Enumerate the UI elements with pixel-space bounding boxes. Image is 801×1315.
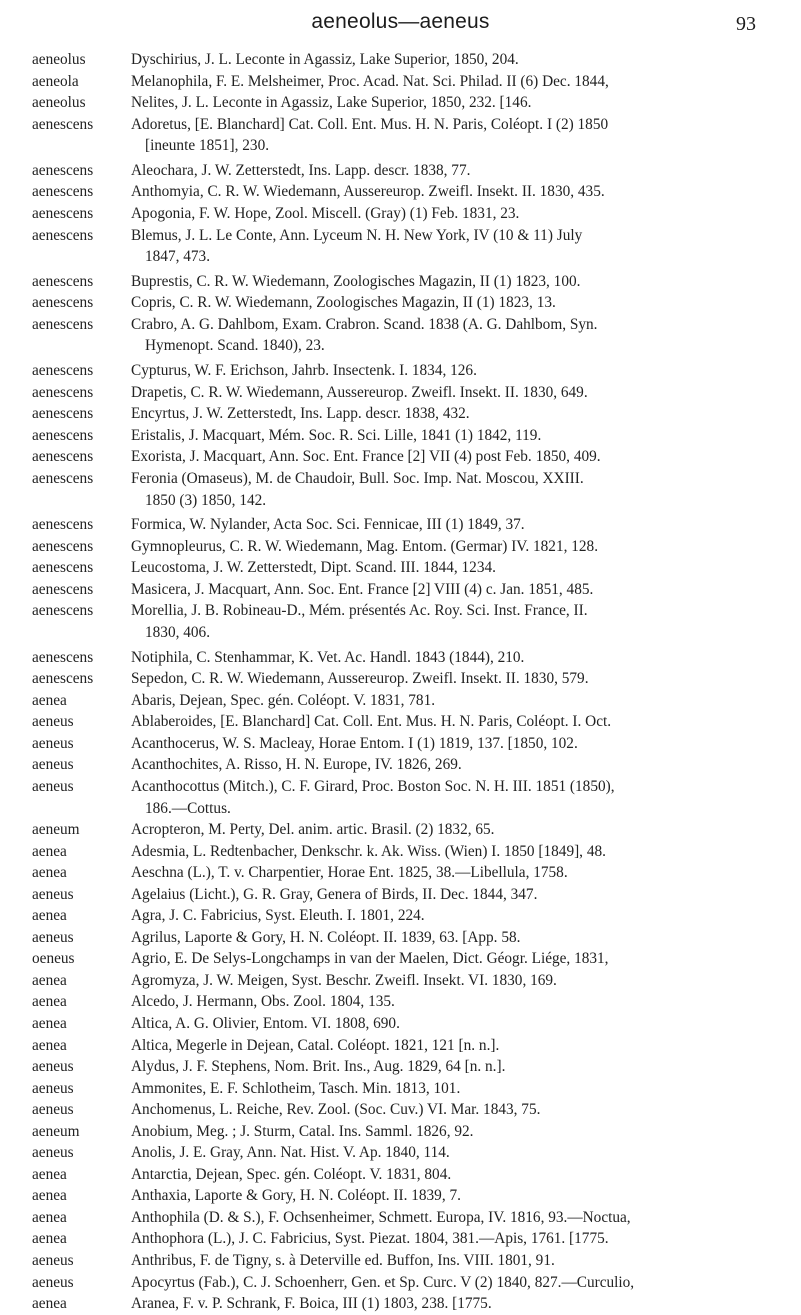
entry-reference — [131, 536, 772, 558]
entry-reference-line: Aleochara, J. W. Zetterstedt, Ins. Lapp. descr. 1838, 77. — [131, 161, 471, 179]
index-entry — [32, 1013, 772, 1035]
index-entry — [32, 49, 772, 71]
entry-headword: oeneus — [32, 950, 75, 968]
entry-headword: aenescens — [32, 670, 94, 688]
entry-reference-line: Apogonia, F. W. Hope, Zool. Miscell. (Gray) (1) Feb. 1831, 23. — [131, 205, 520, 223]
entry-headword: aenescens — [32, 315, 94, 333]
index-entry — [32, 403, 772, 425]
entry-headword: aenea — [32, 1165, 67, 1183]
index-entry — [32, 970, 772, 992]
entry-reference — [131, 927, 772, 949]
index-entry — [32, 425, 772, 447]
entry-headword: aeneus — [32, 1058, 74, 1076]
entry-reference — [131, 668, 772, 690]
index-entry — [32, 1056, 772, 1078]
index-entry — [32, 841, 772, 863]
index-entry — [32, 225, 772, 268]
entry-reference-line: Agrio, E. De Selys-Longchamps in van der Maelen, Dict. Géogr. Liége, 1831, — [131, 950, 609, 968]
entry-headword: aenescens — [32, 580, 94, 598]
index-entry — [32, 754, 772, 776]
entry-reference-line: Notiphila, C. Stenhammar, K. Vet. Ac. Handl. 1843 (1844), 210. — [131, 648, 525, 666]
entry-reference — [131, 446, 772, 468]
entry-headword: aeneus — [32, 713, 74, 731]
index-entry — [32, 1164, 772, 1186]
entry-reference-line: Encyrtus, J. W. Zetterstedt, Ins. Lapp. descr. 1838, 432. — [131, 405, 470, 423]
entry-headword: aenea — [32, 864, 67, 882]
entry-reference — [131, 468, 772, 511]
entry-reference — [131, 360, 772, 382]
entry-reference-line: Acanthocerus, W. S. Macleay, Horae Entom. I (1) 1819, 137. [1850, 102. — [131, 734, 578, 752]
entry-reference — [131, 690, 772, 712]
index-entry — [32, 1228, 772, 1250]
index-entry — [32, 292, 772, 314]
page-header — [0, 6, 801, 42]
entry-reference-continuation: 1847, 473. — [145, 248, 211, 266]
entry-reference-line: Ammonites, E. F. Schlotheim, Tasch. Min. 1813, 101. — [131, 1079, 461, 1097]
entry-headword: aenescens — [32, 161, 94, 179]
entry-headword: aenescens — [32, 272, 94, 290]
entry-reference-line: Anthophora (L.), J. C. Fabricius, Syst. Piezat. 1804, 381.—Apis, 1761. [1775. — [131, 1230, 609, 1248]
entry-headword: aeneus — [32, 1252, 74, 1270]
entry-reference — [131, 819, 772, 841]
entry-reference — [131, 160, 772, 182]
index-entry — [32, 1272, 772, 1294]
entry-reference — [131, 1013, 772, 1035]
index-entry — [32, 1250, 772, 1272]
index-entry — [32, 1207, 772, 1229]
entry-reference-line: Formica, W. Nylander, Acta Soc. Sci. Fennicae, III (1) 1849, 37. — [131, 516, 525, 534]
entry-reference-line: Aranea, F. v. P. Schrank, F. Boica, III (1) 1803, 238. [1775. — [131, 1295, 492, 1313]
entry-reference-continuation: Hymenopt. Scand. 1840), 23. — [145, 337, 325, 355]
entry-reference — [131, 841, 772, 863]
index-entry — [32, 1078, 772, 1100]
entry-reference — [131, 1142, 772, 1164]
entry-reference-continuation: 186.—Cottus. — [145, 799, 231, 817]
entry-headword: aenea — [32, 1295, 67, 1313]
entry-reference — [131, 71, 772, 93]
entry-reference — [131, 647, 772, 669]
entry-reference — [131, 948, 772, 970]
entry-reference — [131, 271, 772, 293]
index-entry — [32, 647, 772, 669]
entry-reference-line: Alydus, J. F. Stephens, Nom. Brit. Ins., Aug. 1829, 64 [n. n.]. — [131, 1058, 506, 1076]
entry-reference — [131, 425, 772, 447]
entry-reference-line: Ablaberoides, [E. Blanchard] Cat. Coll. Ent. Mus. H. N. Paris, Coléopt. I. Oct. — [131, 713, 612, 731]
entry-reference-continuation: 1850 (3) 1850, 142. — [145, 491, 267, 509]
entry-reference-line: Morellia, J. B. Robineau-D., Mém. présentés Ac. Roy. Sci. Inst. France, II. — [131, 602, 588, 620]
entry-headword: aeneus — [32, 1101, 74, 1119]
index-entry — [32, 71, 772, 93]
entry-reference-line: Alcedo, J. Hermann, Obs. Zool. 1804, 135. — [131, 993, 395, 1011]
entry-headword: aeneolus — [32, 94, 86, 112]
entry-reference-line: Exorista, J. Macquart, Ann. Soc. Ent. France [2] VII (4) post Feb. 1850, 409. — [131, 448, 601, 466]
index-entry — [32, 711, 772, 733]
entry-headword: aeneolus — [32, 51, 86, 68]
entry-reference — [131, 579, 772, 601]
entry-reference-line: Agromyza, J. W. Meigen, Syst. Beschr. Zweifl. Insekt. VI. 1830, 169. — [131, 971, 557, 989]
index-entry — [32, 181, 772, 203]
index-entry — [32, 776, 772, 819]
entry-headword: aenescens — [32, 294, 94, 312]
index-entry — [32, 468, 772, 511]
entry-headword: aenea — [32, 907, 67, 925]
entry-reference — [131, 991, 772, 1013]
index-entry — [32, 733, 772, 755]
entry-reference-line: Anchomenus, L. Reiche, Rev. Zool. (Soc. Cuv.) VI. Mar. 1843, 75. — [131, 1101, 541, 1119]
entry-reference — [131, 776, 772, 819]
entry-headword: aeneum — [32, 1122, 80, 1140]
entry-reference — [131, 970, 772, 992]
entry-reference — [131, 1099, 772, 1121]
entry-reference — [131, 203, 772, 225]
index-entry — [32, 927, 772, 949]
entry-reference-line: Copris, C. R. W. Wiedemann, Zoologisches Magazin, II (1) 1823, 13. — [131, 294, 556, 312]
entry-headword: aenea — [32, 971, 67, 989]
entry-reference — [131, 514, 772, 536]
entry-reference — [131, 1250, 772, 1272]
entry-headword: aeneum — [32, 821, 80, 839]
index-entry — [32, 1099, 772, 1121]
entry-reference — [131, 905, 772, 927]
entry-headword: aenescens — [32, 516, 94, 534]
entry-reference — [131, 181, 772, 203]
entry-headword: aenea — [32, 1208, 67, 1226]
entry-reference-line: Adoretus, [E. Blanchard] Cat. Coll. Ent. Mus. H. N. Paris, Coléopt. I (2) 1850 — [131, 115, 609, 133]
index-entry — [32, 514, 772, 536]
entry-reference-line: Feronia (Omaseus), M. de Chaudoir, Bull. Soc. Imp. Nat. Moscou, XXIII. — [131, 469, 584, 487]
index-entry — [32, 1035, 772, 1057]
index-entry — [32, 600, 772, 643]
entry-headword: aeneus — [32, 734, 74, 752]
entry-headword: aenescens — [32, 405, 94, 423]
entry-reference-line: Agra, J. C. Fabricius, Syst. Eleuth. I. 1801, 224. — [131, 907, 425, 925]
entry-reference — [131, 862, 772, 884]
index-entry — [32, 271, 772, 293]
entry-reference-line: Drapetis, C. R. W. Wiedemann, Aussereurop. Zweifl. Insekt. II. 1830, 649. — [131, 383, 588, 401]
entry-reference-line: Acanthochites, A. Risso, H. N. Europe, IV. 1826, 269. — [131, 756, 462, 774]
entry-reference-line: Agrilus, Laporte & Gory, H. N. Coléopt. II. 1839, 63. [App. 58. — [131, 928, 521, 946]
entry-headword: aenescens — [32, 469, 94, 487]
entry-reference — [131, 1293, 772, 1315]
index-entry — [32, 862, 772, 884]
entry-headword: aenescens — [32, 537, 94, 555]
index-entry — [32, 819, 772, 841]
entry-reference-continuation: 1830, 406. — [145, 623, 211, 641]
entry-headword: aenea — [32, 691, 67, 709]
entry-headword: aenea — [32, 1187, 67, 1205]
entry-headword: aenescens — [32, 648, 94, 666]
entry-reference — [131, 1272, 772, 1294]
entry-reference-line: Aeschna (L.), T. v. Charpentier, Horae Ent. 1825, 38.—Libellula, 1758. — [131, 864, 568, 882]
entry-reference — [131, 92, 772, 114]
index-entry — [32, 948, 772, 970]
entry-reference — [131, 884, 772, 906]
entry-reference-line: Nelites, J. L. Leconte in Agassiz, Lake Superior, 1850, 232. [146. — [131, 94, 532, 112]
entry-reference — [131, 114, 772, 157]
entry-reference — [131, 1185, 772, 1207]
entry-reference-line: Adesmia, L. Redtenbacher, Denkschr. k. Ak. Wiss. (Wien) I. 1850 [1849], 48. — [131, 842, 606, 860]
entry-reference-line: Anthribus, F. de Tigny, s. à Deterville ed. Buffon, Ins. VIII. 1801, 91. — [131, 1252, 555, 1270]
entry-reference-line: Anolis, J. E. Gray, Ann. Nat. Hist. V. Ap. 1840, 114. — [131, 1144, 450, 1162]
index-entry — [32, 160, 772, 182]
entry-reference-line: Buprestis, C. R. W. Wiedemann, Zoologisches Magazin, II (1) 1823, 100. — [131, 272, 581, 290]
index-entry — [32, 690, 772, 712]
entry-reference-line: Agelaius (Licht.), G. R. Gray, Genera of Birds, II. Dec. 1844, 347. — [131, 885, 538, 903]
entry-reference-line: Masicera, J. Macquart, Ann. Soc. Ent. France [2] VIII (4) c. Jan. 1851, 485. — [131, 580, 594, 598]
entry-reference-line: Abaris, Dejean, Spec. gén. Coléopt. V. 1831, 781. — [131, 691, 436, 709]
index-entry — [32, 884, 772, 906]
entry-reference — [131, 1207, 772, 1229]
index-entry — [32, 203, 772, 225]
entry-headword: aenescens — [32, 362, 94, 380]
entry-reference-line: Leucostoma, J. W. Zetterstedt, Dipt. Scand. III. 1844, 1234. — [131, 559, 496, 577]
entry-reference — [131, 292, 772, 314]
entry-reference — [131, 403, 772, 425]
entry-reference — [131, 225, 772, 268]
entry-headword: aenea — [32, 1230, 67, 1248]
entry-reference-line: Anobium, Meg. ; J. Sturm, Catal. Ins. Samml. 1826, 92. — [131, 1122, 474, 1140]
entry-reference-line: Altica, Megerle in Dejean, Catal. Coléopt. 1821, 121 [n. n.]. — [131, 1036, 500, 1054]
entry-reference — [131, 600, 772, 643]
entry-reference — [131, 1035, 772, 1057]
entry-reference-line: Blemus, J. L. Le Conte, Ann. Lyceum N. H. New York, IV (10 & 11) July — [131, 226, 583, 244]
index-entry — [32, 668, 772, 690]
entry-reference-line: Acropteron, M. Perty, Del. anim. artic. Brasil. (2) 1832, 65. — [131, 821, 495, 839]
index-entry — [32, 905, 772, 927]
index-entry — [32, 557, 772, 579]
entry-headword: aenescens — [32, 226, 94, 244]
page-number: 93 — [736, 13, 756, 35]
entry-headword: aenescens — [32, 115, 94, 133]
entry-reference-line: Anthophila (D. & S.), F. Ochsenheimer, Schmett. Europa, IV. 1816, 93.—Noctua, — [131, 1208, 631, 1226]
entry-headword: aeneus — [32, 1079, 74, 1097]
index-entry — [32, 1142, 772, 1164]
index-entry — [32, 1121, 772, 1143]
entry-headword: aenescens — [32, 205, 94, 223]
index-entry — [32, 360, 772, 382]
index-entry — [32, 446, 772, 468]
entry-reference — [131, 1121, 772, 1143]
running-head: aeneolus—aeneus — [311, 10, 490, 33]
entry-headword: aenea — [32, 842, 67, 860]
entry-headword: aenescens — [32, 183, 94, 201]
index-entry — [32, 382, 772, 404]
entry-headword: aenescens — [32, 383, 94, 401]
entry-headword: aeneus — [32, 928, 74, 946]
entry-headword: aenescens — [32, 426, 94, 444]
entry-reference — [131, 1164, 772, 1186]
entry-reference-line: Altica, A. G. Olivier, Entom. VI. 1808, 690. — [131, 1015, 400, 1032]
entry-reference — [131, 382, 772, 404]
entry-reference — [131, 1228, 772, 1250]
index-entries — [32, 49, 772, 1315]
entry-reference-line: Anthaxia, Laporte & Gory, H. N. Coléopt. II. 1839, 7. — [131, 1187, 461, 1205]
entry-headword: aenea — [32, 993, 67, 1011]
entry-reference-line: Anthomyia, C. R. W. Wiedemann, Aussereurop. Zweifl. Insekt. II. 1830, 435. — [131, 183, 605, 201]
entry-reference — [131, 557, 772, 579]
entry-headword: aeneus — [32, 1273, 74, 1291]
entry-reference-line: Crabro, A. G. Dahlbom, Exam. Crabron. Scand. 1838 (A. G. Dahlbom, Syn. — [131, 315, 598, 333]
index-entry — [32, 536, 772, 558]
entry-reference-line: Melanophila, F. E. Melsheimer, Proc. Acad. Nat. Sci. Philad. II (6) Dec. 1844, — [131, 72, 609, 90]
entry-headword: aeneus — [32, 756, 74, 774]
index-entry — [32, 579, 772, 601]
entry-reference — [131, 1078, 772, 1100]
entry-reference-line: Apocyrtus (Fab.), C. J. Schoenherr, Gen. et Sp. Curc. V (2) 1840, 827.—Curculio, — [131, 1273, 635, 1291]
entry-reference — [131, 314, 772, 357]
entry-reference-line: Eristalis, J. Macquart, Mém. Soc. R. Sci. Lille, 1841 (1) 1842, 119. — [131, 426, 542, 444]
index-entry — [32, 92, 772, 114]
entry-headword: aeneus — [32, 885, 74, 903]
index-entry — [32, 314, 772, 357]
entry-headword: aeneus — [32, 777, 74, 795]
entry-reference-line: Acanthocottus (Mitch.), C. F. Girard, Proc. Boston Soc. N. H. III. 1851 (1850), — [131, 777, 615, 795]
entry-reference — [131, 1056, 772, 1078]
entry-headword: aeneola — [32, 72, 79, 90]
index-entry — [32, 1185, 772, 1207]
entry-headword: aenea — [32, 1015, 67, 1032]
index-entry — [32, 991, 772, 1013]
index-entry — [32, 1293, 772, 1315]
entry-headword: aenea — [32, 1036, 67, 1054]
entry-reference — [131, 49, 772, 71]
entry-reference-line: Antarctia, Dejean, Spec. gén. Coléopt. V. 1831, 804. — [131, 1165, 452, 1183]
entry-reference-line: Cypturus, W. F. Erichson, Jahrb. Insectenk. I. 1834, 126. — [131, 362, 477, 380]
entry-headword: aenescens — [32, 559, 94, 577]
index-entry — [32, 114, 772, 157]
entry-headword: aenescens — [32, 602, 94, 620]
entry-reference-continuation: [ineunte 1851], 230. — [145, 137, 270, 155]
entry-reference-line: Sepedon, C. R. W. Wiedemann, Aussereurop. Zweifl. Insekt. II. 1830, 579. — [131, 670, 589, 688]
entry-reference — [131, 711, 772, 733]
entry-headword: aeneus — [32, 1144, 74, 1162]
entry-reference-line: Gymnopleurus, C. R. W. Wiedemann, Mag. Entom. (Germar) IV. 1821, 128. — [131, 537, 599, 555]
entry-reference — [131, 733, 772, 755]
entry-reference-line: Dyschirius, J. L. Leconte in Agassiz, Lake Superior, 1850, 204. — [131, 51, 519, 68]
entry-headword: aenescens — [32, 448, 94, 466]
entry-reference — [131, 754, 772, 776]
